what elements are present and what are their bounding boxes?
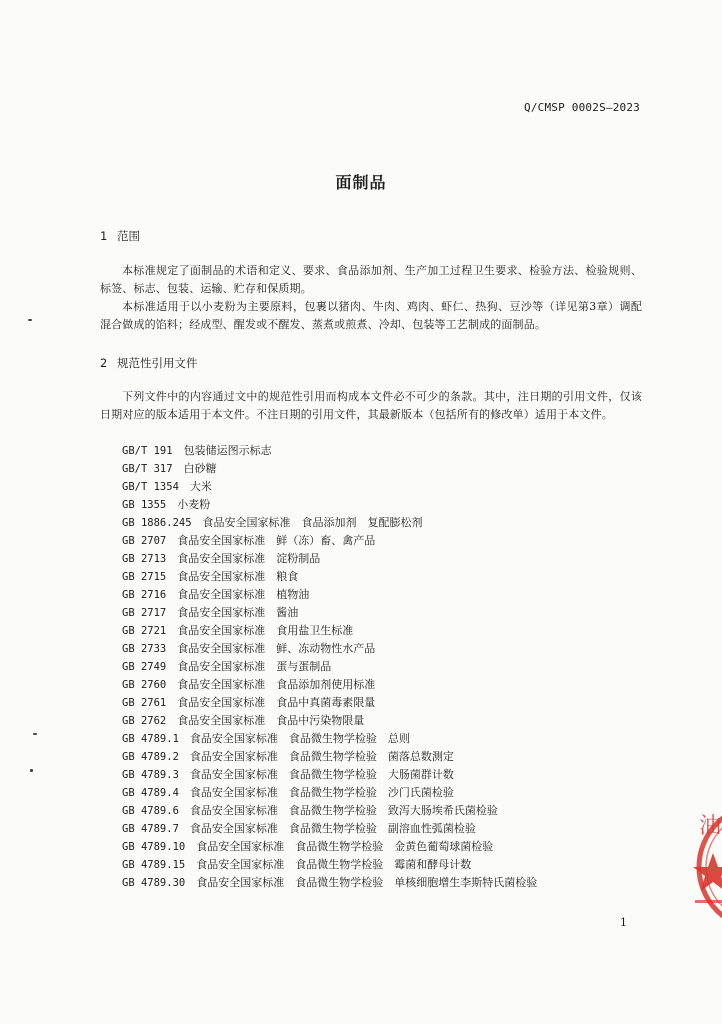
reference-item: [122, 532, 537, 550]
reference-code: GB 2716: [122, 589, 167, 601]
reference-item: [122, 784, 537, 802]
reference-item: [122, 514, 537, 532]
reference-code: GB 2733: [122, 643, 167, 655]
reference-separator: [166, 678, 177, 691]
section-heading-normative-references: [100, 355, 198, 371]
reference-title: 大米: [189, 480, 212, 493]
normative-refs-intro: 下列文件中的内容通过文中的规范性引用而构成本文件必不可少的条款。其中，注日期的引用文件，仅该日期对应的版本适用于本文件。不注日期的引用文件，其最新版本（包括所有的修改单）适用于本文件。: [100, 390, 642, 421]
reference-title: 小麦粉: [177, 498, 211, 511]
seal-text-fragment: 油: [699, 814, 722, 839]
section-title: 范围: [117, 229, 140, 243]
reference-separator: [166, 624, 177, 637]
reference-separator: [166, 552, 177, 565]
reference-list: [122, 442, 537, 892]
reference-item: [122, 622, 537, 640]
reference-code: GB 4789.6: [122, 805, 179, 817]
reference-title: 食品安全国家标准 食品微生物学检验 副溶血性弧菌检验: [189, 822, 476, 835]
section-number: 1: [100, 229, 108, 243]
scan-mark: [30, 769, 33, 772]
reference-separator: [166, 606, 177, 619]
reference-separator: [179, 750, 190, 763]
reference-item: [122, 568, 537, 586]
reference-separator: [166, 570, 177, 583]
reference-separator: [173, 462, 184, 475]
seal-stamp-graphic: [693, 795, 722, 945]
document-title: 面制品: [335, 173, 387, 192]
reference-title: 食品安全国家标准 食品微生物学检验 单核细胞增生李斯特氏菌检验: [196, 876, 538, 889]
reference-code: GB 1886.245: [122, 517, 192, 529]
reference-item: [122, 640, 537, 658]
reference-code: GB 2707: [122, 535, 167, 547]
reference-separator: [179, 480, 190, 493]
reference-separator: [166, 498, 177, 511]
reference-title: 食品安全国家标准 鲜（冻）畜、禽产品: [177, 534, 376, 547]
document-code: Q/CMSP 0002S—2023: [524, 101, 640, 114]
reference-separator: [166, 534, 177, 547]
reference-item: [122, 766, 537, 784]
reference-item: [122, 874, 537, 892]
reference-item: [122, 658, 537, 676]
reference-item: [122, 604, 537, 622]
reference-separator: [173, 444, 184, 457]
reference-title: 包装储运图示标志: [183, 444, 272, 457]
section-heading-scope: [100, 228, 140, 244]
reference-item: [122, 442, 537, 460]
page-number: 1: [620, 916, 627, 929]
reference-separator: [185, 840, 196, 853]
reference-separator: [185, 858, 196, 871]
reference-code: GB 2760: [122, 679, 167, 691]
reference-title: 食品安全国家标准 食品添加剂 复配膨松剂: [202, 516, 423, 529]
reference-title: 食品安全国家标准 食品微生物学检验 金黄色葡萄球菌检验: [196, 840, 494, 853]
official-seal-fragment: [693, 795, 722, 945]
reference-item: [122, 550, 537, 568]
reference-separator: [179, 804, 190, 817]
reference-code: GB 1355: [122, 499, 167, 511]
reference-title: 食品安全国家标准 食品中真菌毒素限量: [177, 696, 376, 709]
reference-code: GB 2761: [122, 697, 167, 709]
reference-item: [122, 730, 537, 748]
reference-title: 食品安全国家标准 食品微生物学检验 霉菌和酵母计数: [196, 858, 472, 871]
reference-separator: [192, 516, 203, 529]
reference-title: 食品安全国家标准 植物油: [177, 588, 310, 601]
scope-paragraph-2: 本标准适用于以小麦粉为主要原料，包裹以猪肉、牛肉、鸡肉、虾仁、热狗、豆沙等（详见第3章）调配混合做成的馅料；经成型、醒发或不醒发、蒸煮或煎煮、冷却、包装等工艺制成的面制品。: [100, 300, 642, 331]
reference-code: GB 4789.1: [122, 733, 179, 745]
reference-code: GB 2762: [122, 715, 167, 727]
reference-item: [122, 676, 537, 694]
reference-title: 食品安全国家标准 食品微生物学检验 菌落总数测定: [189, 750, 454, 763]
reference-separator: [179, 822, 190, 835]
reference-title: 食品安全国家标准 食品微生物学检验 致泻大肠埃希氏菌检验: [189, 804, 498, 817]
section-number: 2: [100, 356, 108, 370]
reference-separator: [166, 660, 177, 673]
reference-title: 食品安全国家标准 食品微生物学检验 总则: [189, 732, 410, 745]
reference-title: 食品安全国家标准 食品微生物学检验 沙门氏菌检验: [189, 786, 454, 799]
reference-item: [122, 802, 537, 820]
reference-title: 食品安全国家标准 酱油: [177, 606, 299, 619]
reference-separator: [166, 588, 177, 601]
reference-separator: [179, 768, 190, 781]
reference-separator: [166, 642, 177, 655]
reference-item: [122, 838, 537, 856]
reference-separator: [185, 876, 196, 889]
reference-code: GB 2721: [122, 625, 167, 637]
reference-item: [122, 586, 537, 604]
reference-code: GB 4789.15: [122, 859, 186, 871]
reference-item: [122, 496, 537, 514]
reference-separator: [179, 732, 190, 745]
reference-code: GB 4789.7: [122, 823, 179, 835]
reference-code: GB 4789.4: [122, 787, 179, 799]
reference-separator: [166, 696, 177, 709]
reference-title: 食品安全国家标准 鲜、冻动物性水产品: [177, 642, 376, 655]
reference-code: GB 2717: [122, 607, 167, 619]
reference-title: 食品安全国家标准 食品中污染物限量: [177, 714, 365, 727]
reference-title: 食品安全国家标准 食品添加剂使用标准: [177, 678, 376, 691]
reference-item: [122, 856, 537, 874]
reference-title: 食品安全国家标准 蛋与蛋制品: [177, 660, 332, 673]
reference-item: [122, 820, 537, 838]
reference-code: GB/T 317: [122, 463, 173, 475]
reference-title: 食品安全国家标准 食用盐卫生标准: [177, 624, 354, 637]
section-title: 规范性引用文件: [117, 356, 198, 370]
scope-paragraph-1: 本标准规定了面制品的术语和定义、要求、食品添加剂、生产加工过程卫生要求、检验方法、检验规则、标签、标志、包装、运输、贮存和保质期。: [100, 264, 642, 295]
scan-mark: [28, 319, 32, 321]
reference-code: GB 2715: [122, 571, 167, 583]
reference-code: GB 4789.30: [122, 877, 186, 889]
reference-separator: [179, 786, 190, 799]
reference-code: GB/T 1354: [122, 481, 179, 493]
reference-title: 食品安全国家标准 粮食: [177, 570, 299, 583]
reference-code: GB 4789.2: [122, 751, 179, 763]
reference-code: GB/T 191: [122, 445, 173, 457]
reference-code: GB 4789.10: [122, 841, 186, 853]
reference-title: 食品安全国家标准 淀粉制品: [177, 552, 321, 565]
reference-title: 白砂糖: [183, 462, 217, 475]
reference-item: [122, 460, 537, 478]
reference-title: 食品安全国家标准 食品微生物学检验 大肠菌群计数: [189, 768, 454, 781]
reference-code: GB 2749: [122, 661, 167, 673]
reference-code: GB 4789.3: [122, 769, 179, 781]
reference-code: GB 2713: [122, 553, 167, 565]
reference-item: [122, 694, 537, 712]
reference-separator: [166, 714, 177, 727]
reference-item: [122, 748, 537, 766]
reference-item: [122, 478, 537, 496]
scan-mark: [33, 733, 37, 735]
reference-item: [122, 712, 537, 730]
